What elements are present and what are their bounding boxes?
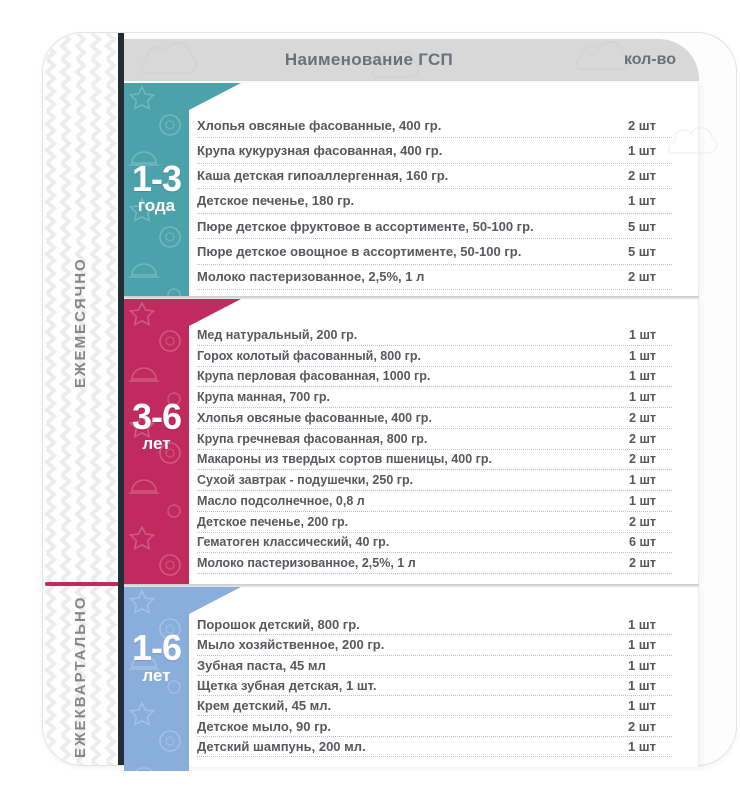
item-qty: 2 шт [627, 718, 656, 734]
item-list [197, 299, 672, 584]
item-qty: 1 шт [627, 738, 656, 754]
item-qty: 1 шт [629, 369, 656, 384]
age-unit: лет [142, 434, 171, 454]
table-row [197, 716, 672, 736]
table-row [197, 325, 672, 346]
table-row [197, 408, 672, 429]
item-qty: 2 шт [627, 168, 656, 184]
quarterly-period-label: ЕЖЕКВАРТАЛЬНО [72, 595, 89, 758]
table-row [197, 346, 672, 367]
item-name: Пюре детское овощное в ассортименте, 50-100 гр. [197, 244, 522, 260]
item-name: Детское печенье, 180 гр. [197, 193, 355, 209]
table-row [197, 470, 672, 491]
item-name: Крупа гречневая фасованная, 800 гр. [197, 431, 428, 446]
section-age-1-3 [124, 83, 699, 296]
item-qty: 1 шт [627, 142, 656, 158]
item-name: Масло подсолнечное, 0,8 л [197, 493, 365, 508]
table-row [197, 387, 672, 408]
item-name: Пюре детское фруктовое в ассортименте, 50-100 гр. [197, 218, 534, 234]
item-qty: 2 шт [629, 431, 656, 446]
item-qty: 1 шт [629, 493, 656, 508]
item-qty: 1 шт [629, 348, 656, 363]
table-row [197, 189, 672, 214]
table-row [197, 737, 672, 757]
item-name: Крупа манная, 700 гр. [197, 390, 330, 405]
item-qty: 1 шт [627, 617, 656, 633]
sidebar [43, 33, 118, 765]
item-qty: 1 шт [627, 637, 656, 653]
table-row [197, 265, 672, 290]
monthly-period-label: ЕЖЕМЕСЯЧНО [72, 257, 89, 389]
item-list [197, 587, 672, 767]
item-name: Щетка зубная детская, 1 шт. [197, 677, 377, 693]
item-list [197, 83, 672, 296]
table-row [197, 615, 672, 635]
table-row [197, 512, 672, 533]
table-row [197, 429, 672, 450]
item-name: Молоко пастеризованное, 2,5%, 1 л [197, 269, 425, 285]
item-qty: 2 шт [629, 514, 656, 529]
item-name: Хлопья овсяные фасованные, 400 гр. [197, 410, 432, 425]
age-unit: лет [142, 665, 171, 685]
table-row [197, 138, 672, 163]
column-header-name: Наименование ГСП [284, 50, 454, 69]
table-row [197, 696, 672, 716]
table-row [197, 164, 672, 189]
table-row [197, 239, 672, 264]
item-qty: 1 шт [627, 193, 656, 209]
item-qty: 6 шт [629, 535, 656, 550]
table-row [197, 214, 672, 239]
item-name: Хлопья овсяные фасованные, 400 гр. [197, 117, 442, 133]
item-name: Детский шампунь, 200 мл. [197, 738, 366, 754]
item-name: Крупа перловая фасованная, 1000 гр. [197, 369, 431, 384]
table-row [197, 635, 672, 655]
item-qty: 2 шт [629, 452, 656, 467]
item-name: Мед натуральный, 200 гр. [197, 327, 358, 342]
age-badge [124, 285, 189, 570]
cloud-icon [658, 121, 728, 161]
age-range: 1-6 [131, 627, 182, 669]
item-name: Детское мыло, 90 гр. [197, 718, 332, 734]
item-qty: 2 шт [627, 117, 656, 133]
content-page [124, 33, 699, 767]
item-qty: 5 шт [627, 218, 656, 234]
item-name: Каша детская гипоаллергенная, 160 гр. [197, 168, 449, 184]
item-qty: 2 шт [629, 410, 656, 425]
item-name: Крем детский, 45 мл. [197, 698, 332, 714]
card [42, 32, 737, 766]
table-row [197, 113, 672, 138]
item-qty: 1 шт [627, 657, 656, 673]
table-row [197, 367, 672, 388]
age-range: 1-3 [131, 157, 182, 199]
table-header [124, 39, 699, 81]
table-row [197, 553, 672, 574]
section-age-3-6 [124, 299, 699, 584]
item-qty: 2 шт [627, 269, 656, 285]
age-range: 3-6 [131, 395, 182, 437]
item-name: Мыло хозяйственное, 200 гр. [197, 637, 385, 653]
table-row [197, 533, 672, 554]
item-name: Макароны из твердых сортов пшеницы, 400 гр. [197, 452, 492, 467]
table-row [197, 491, 672, 512]
age-badge [124, 569, 189, 749]
column-header-qty: кол-во [623, 51, 676, 68]
item-name: Крупа кукурузная фасованная, 400 гр. [197, 142, 443, 158]
item-qty: 5 шт [627, 244, 656, 260]
item-qty: 1 шт [629, 327, 656, 342]
item-qty: 1 шт [629, 390, 656, 405]
item-qty: 2 шт [629, 556, 656, 571]
table-row [197, 450, 672, 471]
item-name: Порошок детский, 800 гр. [197, 617, 360, 633]
item-qty: 1 шт [627, 677, 656, 693]
item-name: Сухой завтрак - подушечки, 250 гр. [197, 473, 414, 488]
item-name: Зубная паста, 45 мл [197, 657, 326, 673]
item-qty: 1 шт [627, 698, 656, 714]
item-name: Детское печенье, 200 гр. [197, 514, 349, 529]
item-name: Молоко пастеризованное, 2,5%, 1 л [197, 556, 416, 571]
item-name: Гематоген классический, 40 гр. [197, 535, 390, 550]
section-age-1-6 [124, 587, 699, 767]
item-qty: 1 шт [629, 473, 656, 488]
age-badge [124, 83, 189, 296]
item-name: Горох колотый фасованный, 800 гр. [197, 348, 421, 363]
age-unit: года [137, 196, 176, 216]
table-row [197, 676, 672, 696]
table-row [197, 656, 672, 676]
